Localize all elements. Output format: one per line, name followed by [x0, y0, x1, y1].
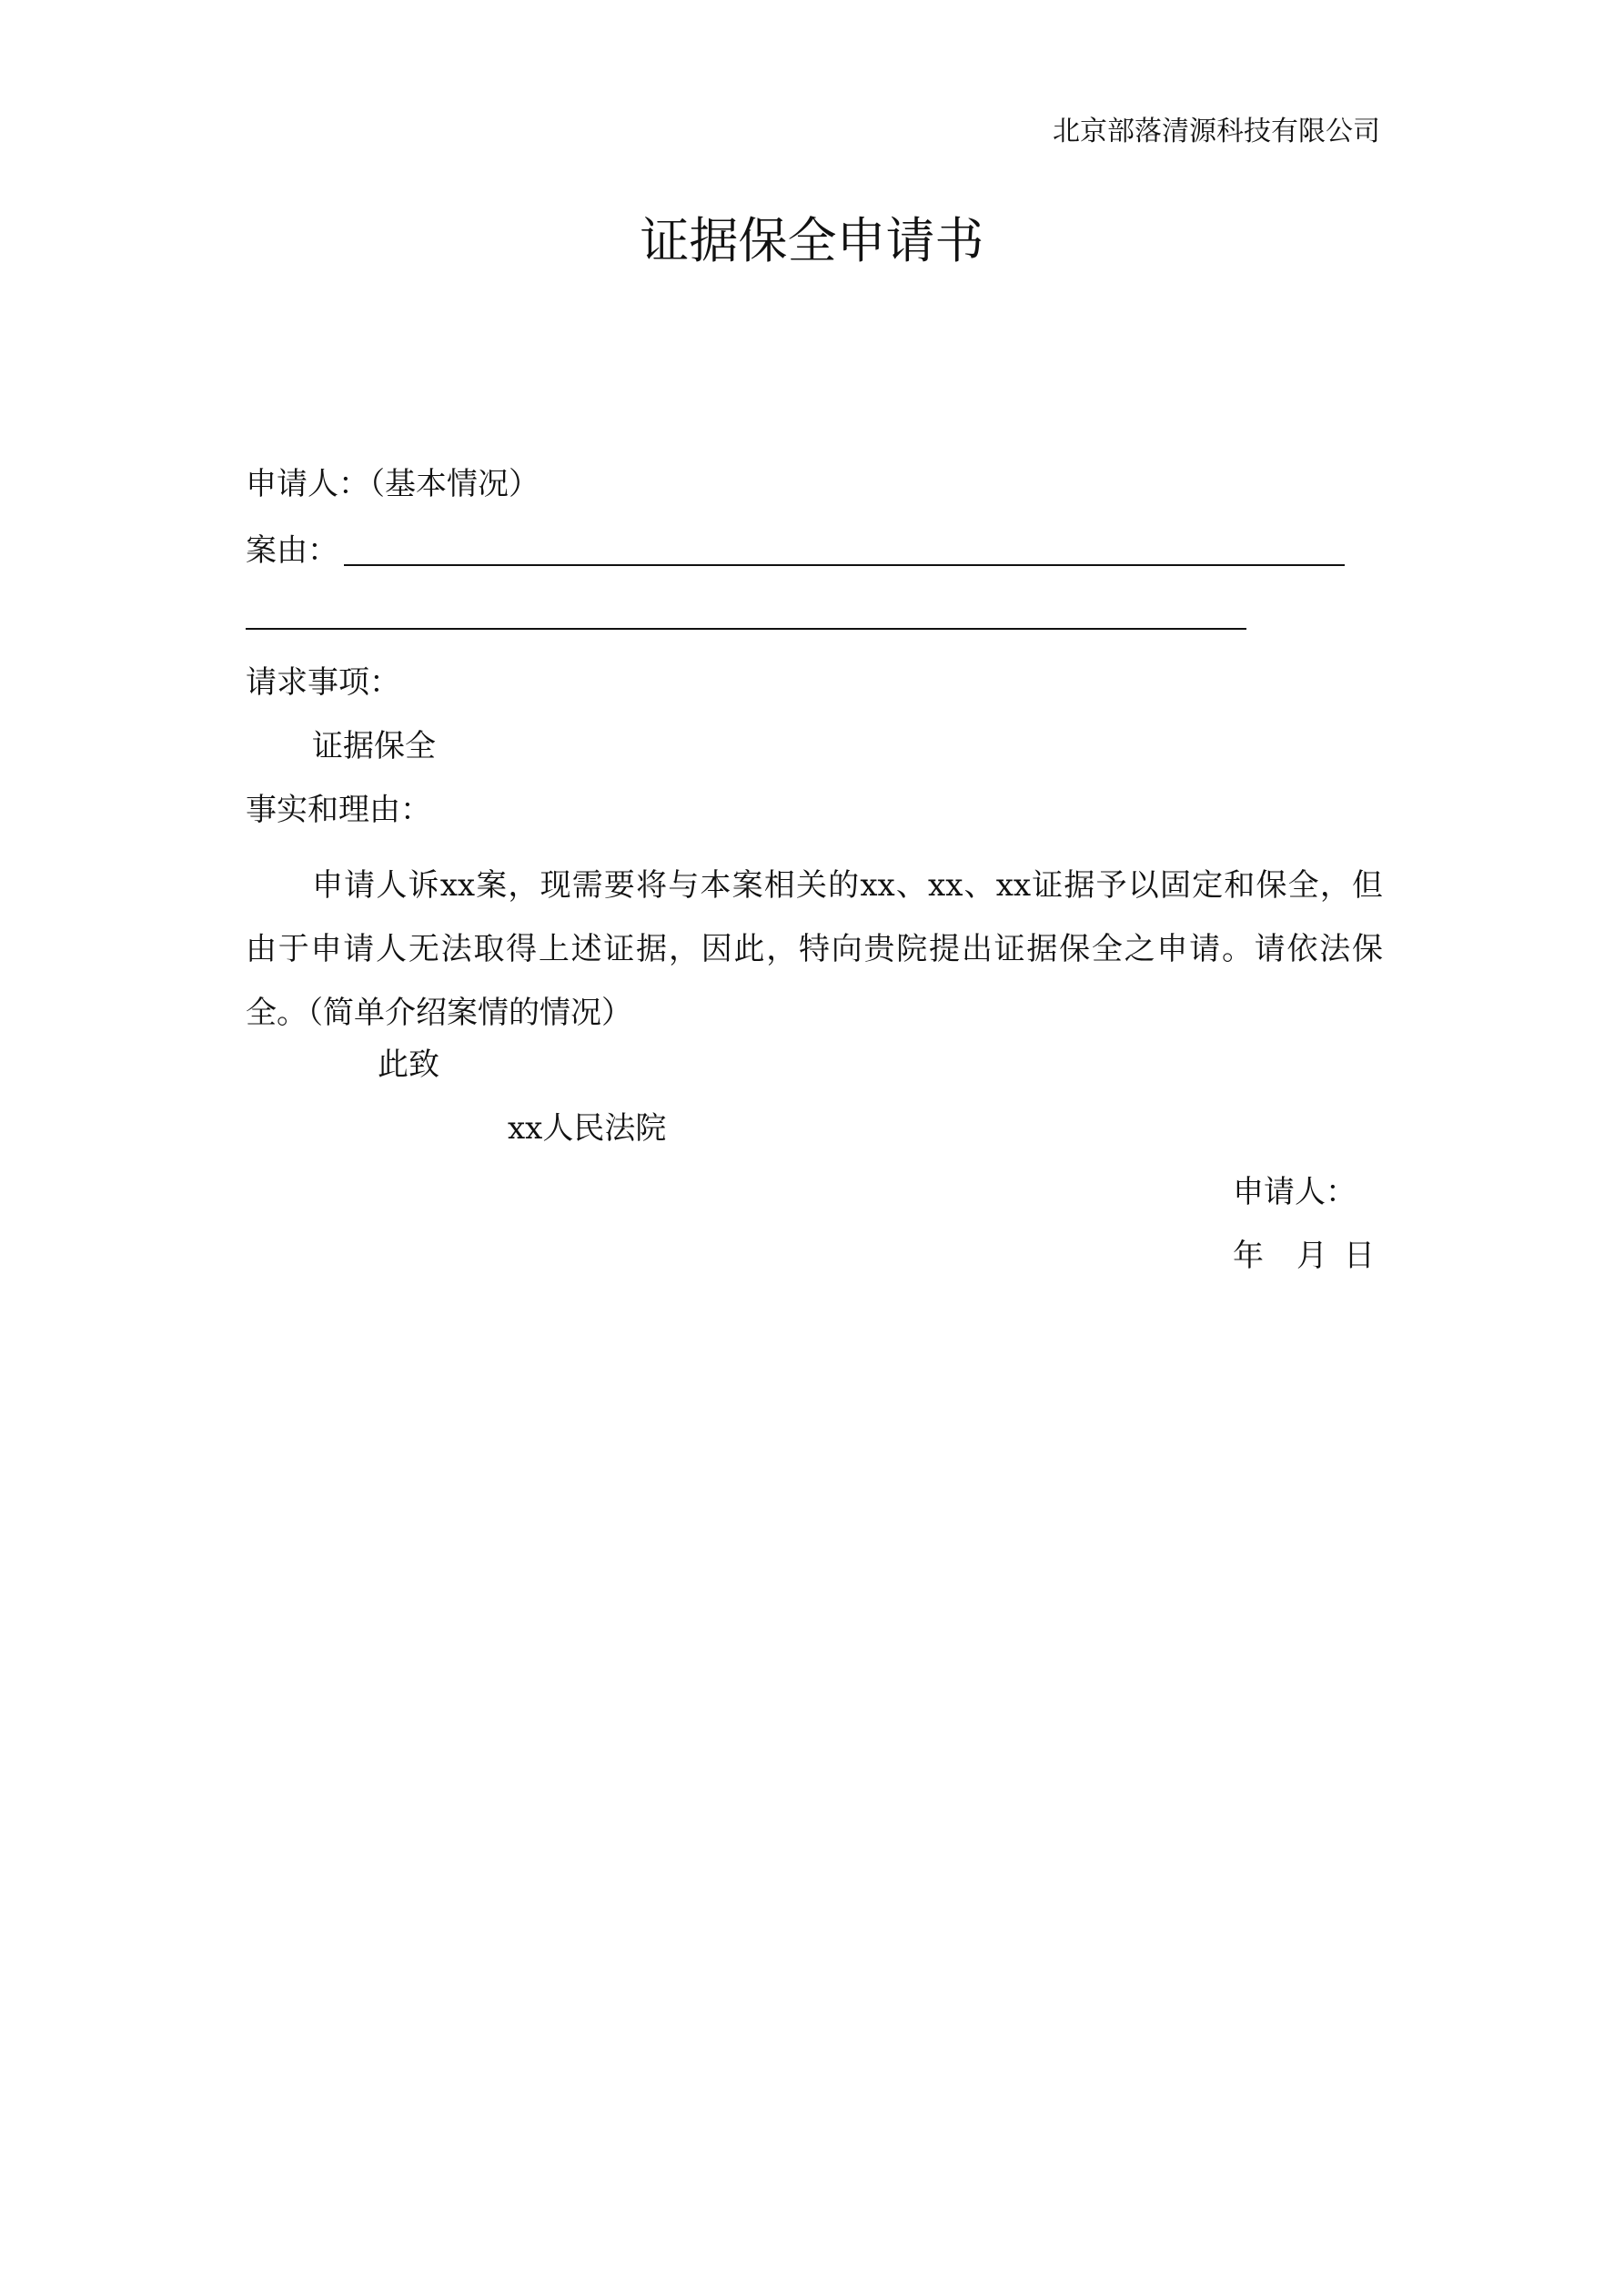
facts-line: 申请人诉xx案，现需要将与本案相关的xx、xx、xx证据予以固定和保全，但 [312, 867, 1383, 904]
date-month: 月 [1296, 1238, 1327, 1274]
signature-date [1233, 1238, 1375, 1274]
facts-paragraph [246, 854, 1383, 1045]
date-year: 年 [1233, 1238, 1264, 1274]
facts-line: 由于申请人无法取得上述证据，因此，特向贵院提出证据保全之申请。请依法保 [246, 931, 1383, 967]
request-item: 证据保全 [312, 728, 436, 764]
applicant-label: 申请人：（基本情况） [246, 466, 540, 502]
document-title: 证据保全申请书 [640, 212, 984, 269]
facts-line: 全。（简单介绍案情的情况） [246, 995, 632, 1031]
salutation: 此致 [378, 1047, 439, 1083]
court-name: xx人民法院 [508, 1110, 667, 1147]
cause-blank-line-2 [246, 628, 1246, 630]
signature-applicant-label: 申请人： [1233, 1174, 1357, 1210]
date-day: 日 [1344, 1238, 1375, 1274]
request-label: 请求事项： [246, 664, 400, 701]
facts-label: 事实和理由： [246, 792, 431, 828]
company-name: 北京部落清源科技有限公司 [1053, 116, 1380, 147]
cause-blank-line-1 [344, 564, 1345, 566]
cause-label: 案由： [246, 532, 338, 569]
